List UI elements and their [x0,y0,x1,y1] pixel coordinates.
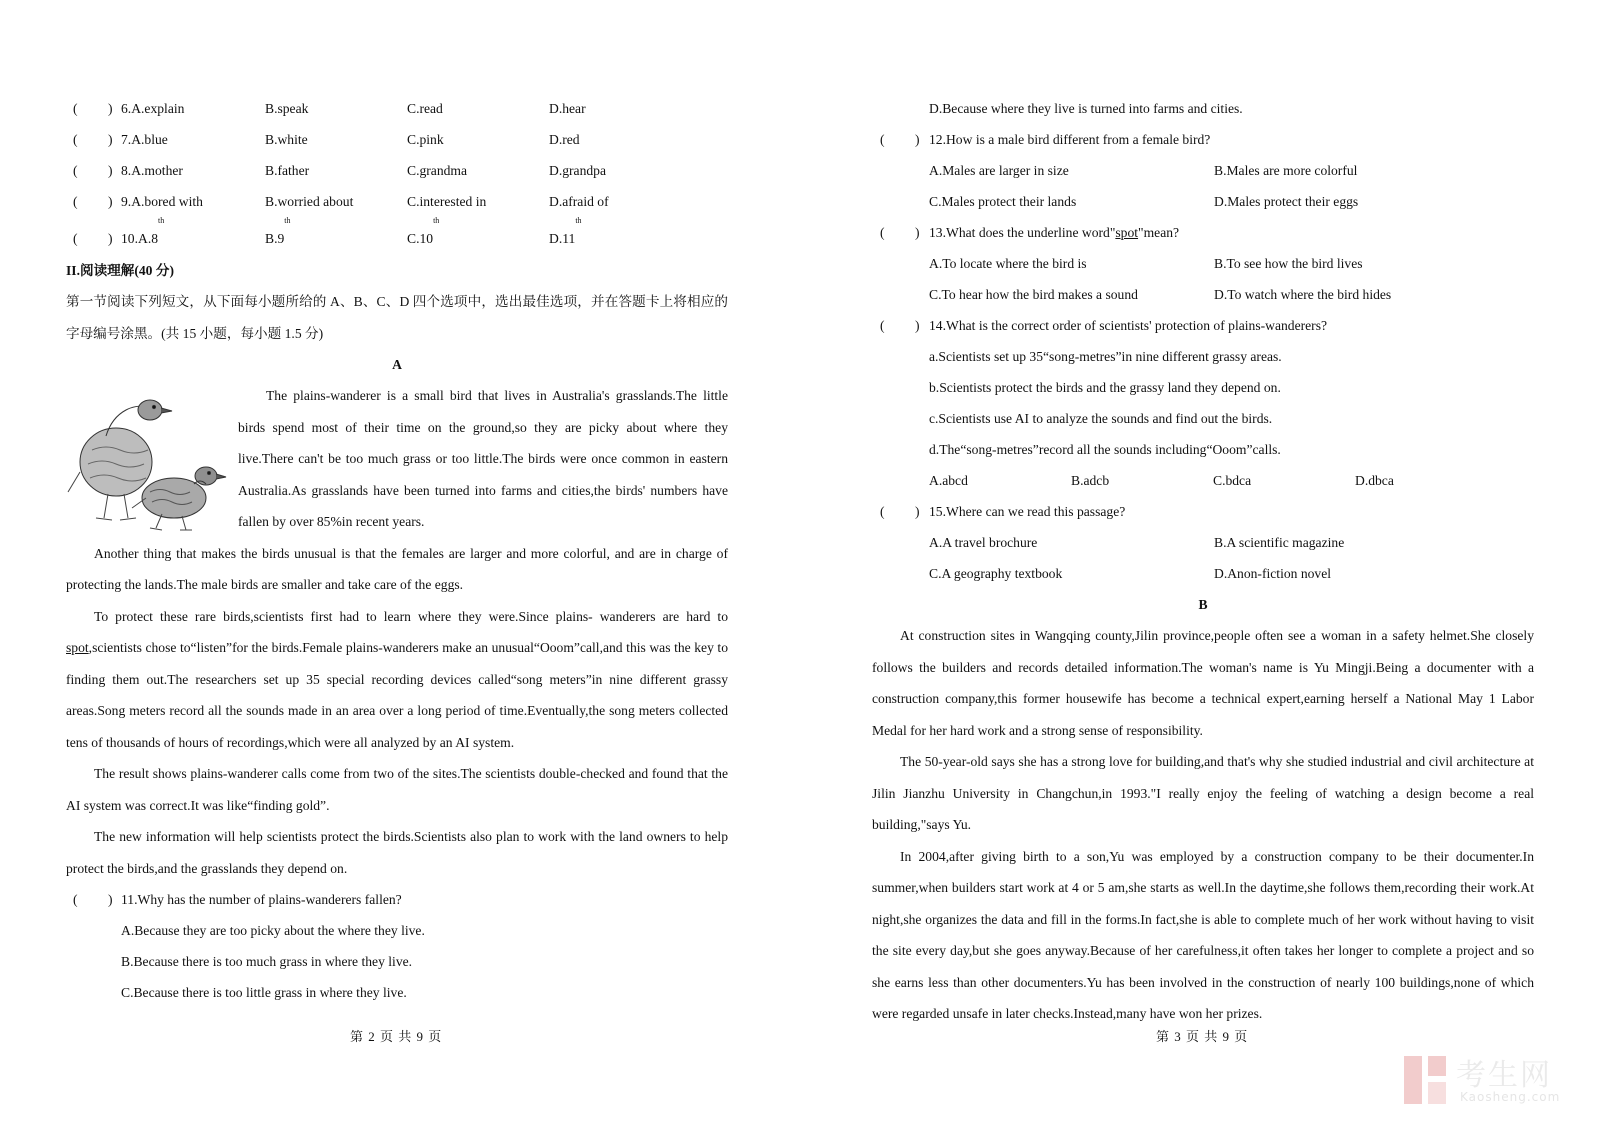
q9-option-b: B.worried about [265,194,354,209]
answer-paren-close: ) [108,194,113,209]
q8-option-d: D.grandpa [549,163,606,178]
watermark-url: Kaosheng.com [1460,1090,1561,1104]
q6-option-c: C.read [407,101,443,116]
q15-options-row-1 [872,527,1534,558]
answer-paren-close: ) [915,132,920,147]
answer-paren-open: ( [880,318,885,333]
passage-a-paragraph-2: Another thing that makes the birds unusual is that the females are larger and more colorful, and are in charge of protecting the lands.The male birds are smaller and take care of the eggs. [66,545,728,592]
q12-options-row-2 [872,186,1534,217]
page-footer-right: 第 3 页 共 9 页 [1156,1029,1249,1044]
answer-paren-close: ) [108,892,113,907]
answer-paren-close: ) [915,504,920,519]
q9-option-a: 9.A.bored with [121,194,203,209]
q9-option-c: C.interested in [407,194,487,209]
q14-options-row [872,465,1534,496]
right-page [872,93,1534,1030]
q14-stem: 14.What is the correct order of scientists' protection of plains-wanderers? [929,318,1328,333]
q7-option-b: B.white [265,132,308,147]
answer-paren-close: ) [108,101,113,116]
question-13 [872,217,1534,248]
question-14 [872,310,1534,341]
passage-a-title: A [392,357,402,372]
q14-option-a: A.abcd [929,473,968,488]
plains-wanderer-birds-illustration [66,380,234,534]
q11-option-d: D.Because where they live is turned into farms and cities. [929,101,1243,116]
answer-paren-open: ( [73,163,78,178]
q10-option-d: D.11th [549,216,582,246]
q15-stem: 15.Where can we read this passage? [929,504,1126,519]
left-page [66,93,728,1008]
q11-option-a: A.Because they are too picky about the where they live. [121,923,425,938]
passage-b-title: B [1198,597,1208,612]
q13-option-d: D.To watch where the bird hides [1214,287,1392,302]
q12-option-c: C.Males protect their lands [929,194,1077,209]
q14-statement-a: a.Scientists set up 35“song-metres”in nine different grassy areas. [929,349,1282,364]
q15-option-d: D.Anon-fiction novel [1214,566,1332,581]
q9-option-d: D.afraid of [549,194,609,209]
kaosheng-logo-icon [1402,1052,1450,1108]
passage-b-paragraph-3: In 2004,after giving birth to a son,Yu was employed by a construction company to be their documenter.In summer,when builders start work at 4 or 5 am,she starts as well.In the daytime,she follows them,recording their work.At night,she organizes the data and fill in the forms.In fact,she is able to complete much of her work without having to visit the site every day,but she goes anyway.Because of her carefulness,it often takes her longer to complete a project and so she earns less than other documenters.Yu has been involved in the construction of nearly 100 buildings,none of which were regarded unsafe in later checks.Instead,many have won her prizes. [872,848,1534,1021]
answer-paren-open: ( [880,132,885,147]
q13-stem: 13.What does the underline word"spot"mean? [929,225,1180,240]
q8-option-c: C.grandma [407,163,468,178]
q8-option-a: 8.A.mother [121,163,183,178]
kaosheng-watermark [1402,1050,1586,1110]
answer-paren-open: ( [73,101,78,116]
passage-a-paragraph-3: To protect these rare birds,scientists first had to learn where they were.Since plains- wanderers are hard to spot,scientists chose to“listen”for the birds.Female plains-wanderers make an unusual“Ooom”call,and this was the key to finding them out.The researchers set up 35 special recording devices called“song meters”in nine different grassy areas.Song meters record all the sounds made in an area over a long period of time.Eventually,the song meters collected tens of thousands of hours of recordings,which were all analyzed by an AI system. [66,608,728,750]
q14-statement-d: d.The“song-metres”record all the sounds including“Ooom”calls. [929,442,1281,457]
underlined-word-spot: spot [66,640,89,655]
q6-option-a: 6.A.explain [121,101,185,116]
answer-paren-close: ) [915,225,920,240]
q10-option-c: C.10th [407,216,440,246]
instructions: 第一节阅读下列短文，从下面每小题所给的 A、B、C、D 四个选项中，选出最佳选项，并在答题卡上将相应的字母编号涂黑。(共 15 小题，每小题 1.5 分) [66,294,728,341]
q13-option-a: A.To locate where the bird is [929,256,1087,271]
q15-option-a: A.A travel brochure [929,535,1038,550]
q12-stem: 12.How is a male bird different from a female bird? [929,132,1211,147]
q12-option-a: A.Males are larger in size [929,163,1069,178]
q12-option-d: D.Males protect their eggs [1214,194,1359,209]
q14-statement-b: b.Scientists protect the birds and the grassy land they depend on. [929,380,1281,395]
passage-a-paragraph-5: The new information will help scientists protect the birds.Scientists also plan to work with the land owners to help protect the birds,and the grasslands they depend on. [66,829,728,876]
passage-b [872,620,1534,1030]
q11-option-c: C.Because there is too little grass in where they live. [121,985,407,1000]
section-title: II.阅读理解(40 分) [66,263,174,278]
q13-options-row-1 [872,248,1534,279]
answer-paren-close: ) [915,318,920,333]
q7-option-d: D.red [549,132,580,147]
q14-option-d: D.dbca [1355,473,1394,488]
q14-statement-c: c.Scientists use AI to analyze the sounds and find out the birds. [929,411,1273,426]
question-9 [66,186,728,217]
q14-option-b: B.adcb [1071,473,1110,488]
answer-paren-open: ( [73,892,78,907]
q10-option-a: 10.A.8th [121,216,165,246]
q10-option-b: B.9th [265,216,291,246]
question-15 [872,496,1534,527]
q15-option-c: C.A geography textbook [929,566,1063,581]
passage-b-paragraph-1: At construction sites in Wangqing county,Jilin province,people often see a woman in a safety helmet.She closely follows the builders and records detailed information.The woman's name is Yu Mingji.Being a documenter with a construction company,this former housewife has become a technical expert,earning herself a National May 1 Labor Medal for her hard work and a strong sense of responsibility. [872,628,1534,738]
question-10 [66,217,728,255]
passage-b-paragraph-2: The 50-year-old says she has a strong love for building,and that's why she studied industrial and civil architecture at Jilin Jianzhu University in Changchun,in 1993."I really enjoy the feeling of watching a design become a real building,"says Yu. [872,754,1534,832]
q11-stem: 11.Why has the number of plains-wanderers fallen? [121,892,402,907]
q13-options-row-2 [872,279,1534,310]
question-8 [66,155,728,186]
q7-option-a: 7.A.blue [121,132,168,147]
answer-paren-open: ( [880,504,885,519]
q8-option-b: B.father [265,163,310,178]
q13-option-c: C.To hear how the bird makes a sound [929,287,1138,302]
answer-paren-open: ( [73,132,78,147]
question-12 [872,124,1534,155]
passage-a-paragraph-4: The result shows plains-wanderer calls come from two of the sites.The scientists double-checked and found that the AI system was correct.It was like“finding gold”. [66,766,728,813]
question-7 [66,124,728,155]
q6-option-d: D.hear [549,101,586,116]
q6-option-b: B.speak [265,101,309,116]
q13-option-b: B.To see how the bird lives [1214,256,1363,271]
question-6 [66,93,728,124]
underlined-word-spot: spot [1115,225,1139,240]
q15-options-row-2 [872,558,1534,589]
answer-paren-close: ) [108,163,113,178]
answer-paren-close: ) [108,231,113,246]
watermark-brand: 考生网 [1456,1058,1552,1093]
q7-option-c: C.pink [407,132,444,147]
q11-option-b: B.Because there is too much grass in where they live. [121,954,413,969]
passage-a-paragraph-1: The plains-wanderer is a small bird that lives in Australia's grasslands.The little birds spend most of their time on the ground,so they are picky about where they live.There can't be too much grass or too little.The birds were once common in eastern Australia.As grasslands have been turned into farms and cities,the birds' numbers have fallen by over 85%in recent years. [238,388,728,529]
answer-paren-close: ) [108,132,113,147]
q14-option-c: C.bdca [1213,473,1252,488]
q12-option-b: B.Males are more colorful [1214,163,1358,178]
q15-option-b: B.A scientific magazine [1214,535,1345,550]
question-11 [66,884,728,915]
page-footer-left: 第 2 页 共 9 页 [350,1029,443,1044]
passage-a [66,380,728,884]
q12-options-row-1 [872,155,1534,186]
answer-paren-open: ( [73,231,78,246]
answer-paren-open: ( [880,225,885,240]
answer-paren-open: ( [73,194,78,209]
